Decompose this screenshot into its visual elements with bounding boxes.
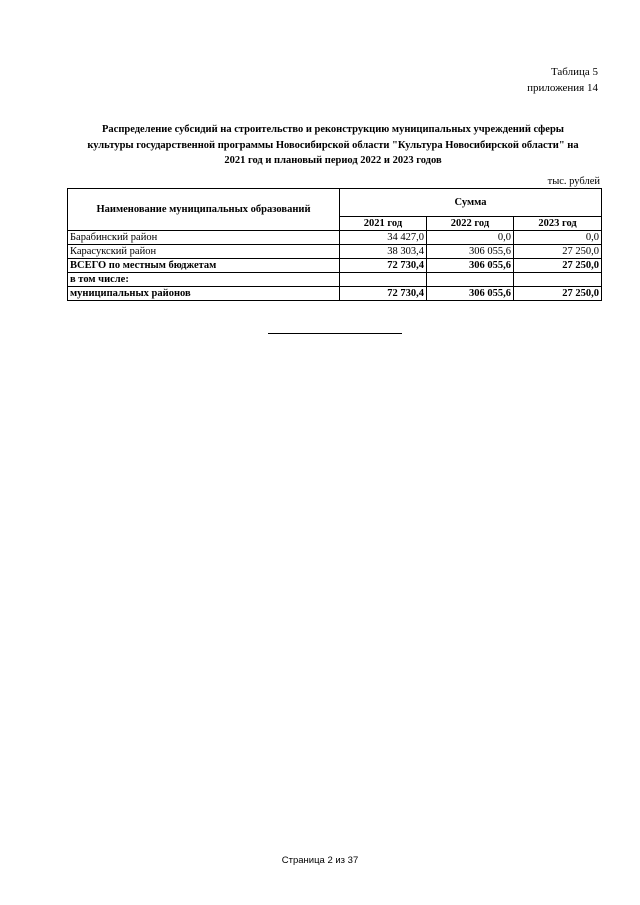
cell-2022: 306 055,6: [427, 245, 514, 259]
table-row: [68, 273, 602, 287]
cell-2023: 27 250,0: [514, 245, 602, 259]
cell-2023: [514, 273, 602, 287]
column-header-sum: Сумма: [340, 189, 602, 217]
cell-2022: 0,0: [427, 231, 514, 245]
cell-2021: 38 303,4: [340, 245, 427, 259]
cell-2023: 27 250,0: [514, 287, 602, 301]
column-header-2023: 2023 год: [514, 217, 602, 231]
page-number: Страница 2 из 37: [281, 855, 359, 866]
cell-2021: [340, 273, 427, 287]
table-row: [68, 259, 602, 273]
end-divider: [268, 333, 402, 334]
units-label: тыс. рублей: [547, 176, 600, 187]
cell-name: Барабинский район: [68, 231, 340, 245]
cell-2022: [427, 273, 514, 287]
table-label: Таблица 5: [550, 66, 598, 78]
cell-name: Карасукский район: [68, 245, 340, 259]
appendix-label: приложения 14: [527, 82, 598, 94]
table-reference: [527, 64, 598, 96]
table-row: [68, 231, 602, 245]
cell-name: муниципальных районов: [68, 287, 340, 301]
table-row: [68, 245, 602, 259]
cell-name: в том числе:: [68, 273, 340, 287]
subsidies-table: [67, 188, 602, 301]
cell-2021: 72 730,4: [340, 259, 427, 273]
table-header-row: [68, 189, 602, 217]
column-header-2022: 2022 год: [427, 217, 514, 231]
cell-2021: 72 730,4: [340, 287, 427, 301]
column-header-name: Наименование муниципальных образований: [68, 189, 340, 231]
cell-2023: 27 250,0: [514, 259, 602, 273]
table-body: [68, 231, 602, 301]
title-line-1: Распределение субсидий на строительство и реконструкцию муниципальных учреждений сферы: [102, 124, 564, 135]
document-title: [66, 122, 600, 169]
title-line-2: культуры государственной программы Новосибирской области "Культура Новосибирской области" на: [87, 139, 579, 151]
title-line-3: 2021 год и плановый период 2022 и 2023 годов: [224, 155, 442, 166]
table-row: [68, 287, 602, 301]
cell-name: ВСЕГО по местным бюджетам: [68, 259, 340, 273]
column-header-2021: 2021 год: [340, 217, 427, 231]
cell-2022: 306 055,6: [427, 287, 514, 301]
cell-2022: 306 055,6: [427, 259, 514, 273]
cell-2021: 34 427,0: [340, 231, 427, 245]
cell-2023: 0,0: [514, 231, 602, 245]
